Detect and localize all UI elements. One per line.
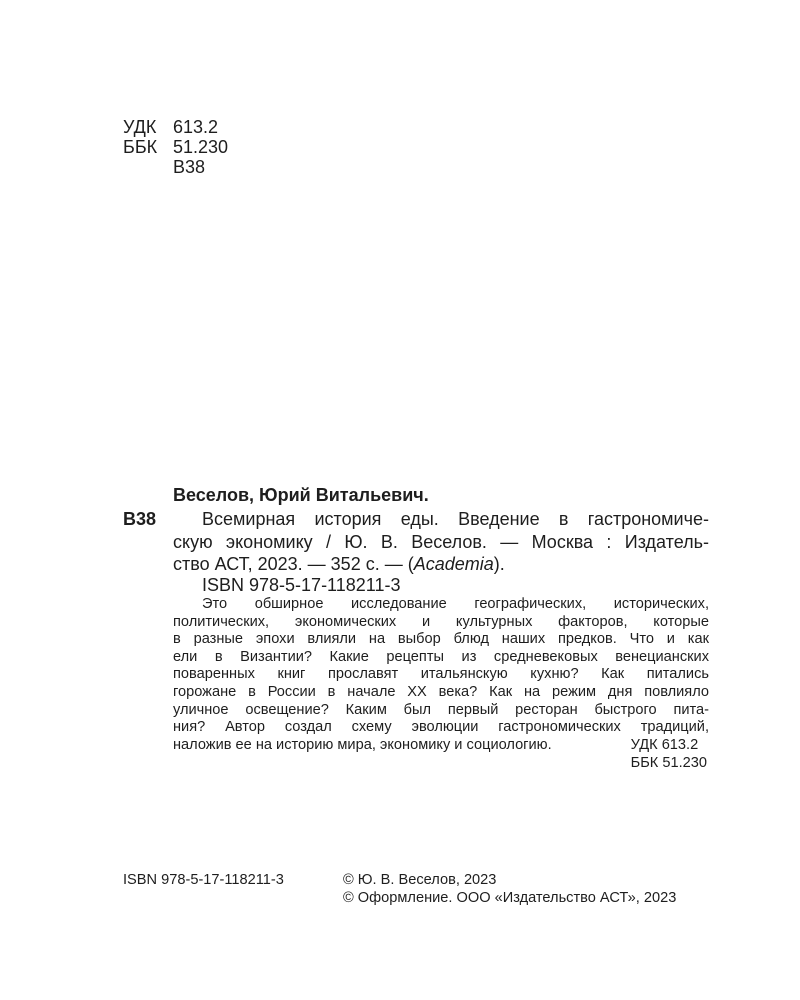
annotation-line: ели в Византии? Какие рецепты из средневековых венецианских bbox=[173, 648, 709, 665]
annotation-line: поваренных книг прославят итальянскую кухню? Как питались bbox=[173, 666, 709, 683]
annotation-line: в разные эпохи влияли на выбор блюд наших предков. Что и как bbox=[173, 631, 709, 648]
isbn: ISBN 978-5-17-118211-3 bbox=[202, 575, 401, 595]
annotation-bbk: ББК 51.230 bbox=[630, 754, 707, 771]
annotation bbox=[173, 596, 709, 754]
bib-line-3 bbox=[173, 553, 709, 576]
series-title: Academia bbox=[413, 554, 494, 574]
udk-value: 613.2 bbox=[173, 117, 219, 137]
annotation-line: Это обширное исследование географических, исторических, bbox=[202, 596, 709, 612]
annotation-line: политических, экономических и культурных факторов, которые bbox=[173, 613, 709, 630]
annotation-codes bbox=[631, 737, 707, 772]
author-copyright: © Ю. В. Веселов, 2023 bbox=[343, 872, 497, 888]
annotation-line: наложив ее на историю мира, экономику и социологию. bbox=[173, 736, 552, 753]
bib-line-2: скую экономику / Ю. В. Веселов. — Москва : Издатель- bbox=[173, 531, 709, 552]
annotation-line: уличное освещение? Каким был первый ресторан быстрого пита- bbox=[173, 701, 709, 718]
author-mark-bold: В38 bbox=[123, 509, 157, 529]
udk-label: УДК bbox=[123, 117, 157, 137]
bib-line-1: Всемирная история еды. Введение в гастрономиче- bbox=[202, 509, 709, 529]
bbk-value: 51.230 bbox=[173, 137, 229, 157]
author-heading: Веселов, Юрий Витальевич. bbox=[173, 485, 429, 505]
annotation-line: ния? Автор создал схему эволюции гастрономических традиций, bbox=[173, 719, 709, 736]
annotation-line: горожане в России в начале XX века? Как на режим дня повлияло bbox=[173, 683, 709, 700]
bib-line-3-suffix: ). bbox=[493, 554, 505, 574]
design-copyright: © Оформление. ООО «Издательство АСТ», 2023 bbox=[343, 890, 677, 906]
annotation-udk: УДК 613.2 bbox=[630, 737, 699, 753]
bib-line-3-prefix: ство АСТ, 2023. — 352 с. — ( bbox=[173, 554, 414, 574]
author-mark: В38 bbox=[173, 157, 206, 177]
bbk-label: ББК bbox=[123, 137, 158, 157]
bibliographic-description bbox=[173, 508, 709, 576]
copyright-isbn: ISBN 978-5-17-118211-3 bbox=[123, 872, 284, 888]
